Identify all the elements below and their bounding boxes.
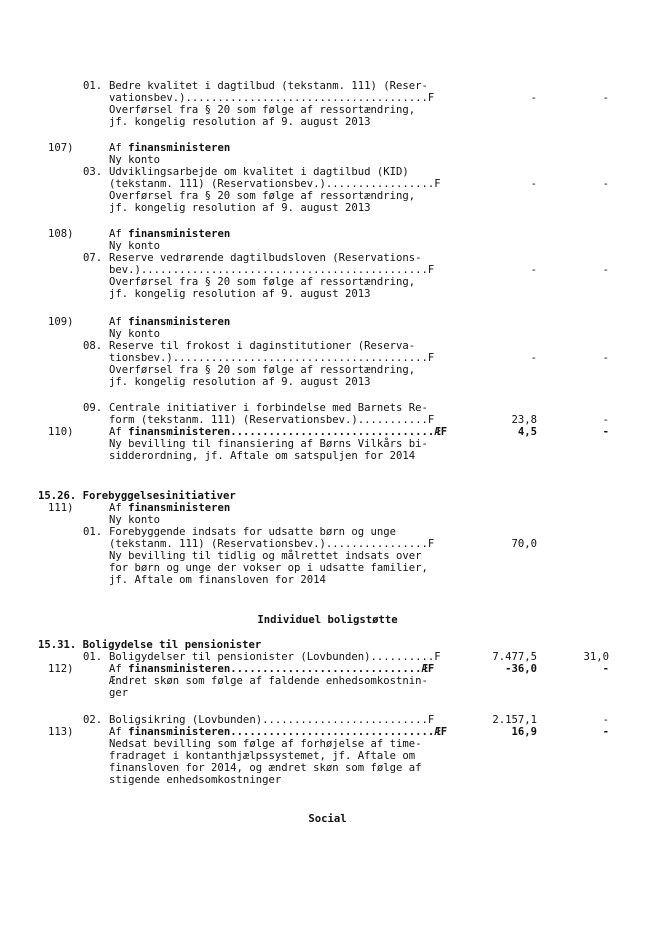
amount-col1: 7.477,5 — [492, 651, 537, 663]
ministry-line: Af finansministeren................................ÆF — [109, 426, 448, 438]
entry-text: Ændret skøn som følge af faldende enhedsomkostnin- — [109, 675, 428, 687]
entry-number: 01. — [83, 80, 103, 92]
entry-text: stigende enhedsomkostninger — [109, 774, 282, 786]
change-number: 110) — [48, 426, 74, 438]
group-heading: Social — [308, 813, 347, 825]
change-number: 109) — [48, 316, 74, 328]
entry-text: vationsbev.)......................................F — [109, 92, 435, 104]
ministry-name: finansministeren — [128, 502, 231, 514]
amount-col1: -36,0 — [505, 663, 537, 675]
ministry-name: finansministeren — [128, 426, 231, 438]
ministry-name: finansministeren — [128, 142, 231, 154]
entry-text: jf. kongelig resolution af 9. august 2013 — [109, 116, 371, 128]
amount-col2: - — [602, 264, 609, 276]
entry-text: Overførsel fra § 20 som følge af ressortændring, — [109, 364, 416, 376]
new-account-label: Ny konto — [109, 154, 161, 166]
entry-number: 08. — [83, 340, 103, 352]
entry-text: tionsbev.)........................................F — [109, 352, 435, 364]
entry-number: 09. — [83, 402, 103, 414]
ministry-line: Af finansministeren..............................ÆF — [109, 663, 435, 675]
amount-col1: - — [530, 178, 537, 190]
entry-text: Nedsat bevilling som følge af forhøjelse af time- — [109, 738, 422, 750]
entry-text: Boligsikring (Lovbunden)..........................F — [109, 714, 435, 726]
amount-col1: - — [530, 352, 537, 364]
entry-number: 01. — [83, 526, 103, 538]
entry-text: Forebyggende indsats for udsatte børn og unge — [109, 526, 397, 538]
entry-text: Ny bevilling til finansiering af Børns Vilkårs bi- — [109, 438, 428, 450]
ministry-name: finansministeren — [128, 316, 231, 328]
amount-col1: 70,0 — [511, 538, 537, 550]
entry-number: 03. — [83, 166, 103, 178]
amount-col1: 4,5 — [517, 426, 537, 438]
amount-col2: - — [602, 663, 609, 675]
entry-text: form (tekstanm. 111) (Reservationsbev.)...........F — [109, 414, 435, 426]
entry-text: Udviklingsarbejde om kvalitet i dagtilbud (KID) — [109, 166, 409, 178]
entry-text: fradraget i kontanthjælpssystemet, jf. Aftale om — [109, 750, 416, 762]
amount-col2: 31,0 — [583, 651, 609, 663]
amount-col2: - — [602, 414, 609, 426]
amount-col2: - — [602, 92, 609, 104]
change-number: 113) — [48, 726, 74, 738]
entry-text: Reserve vedrørende dagtilbudsloven (Reservations- — [109, 252, 422, 264]
entry-text: finansloven for 2014, og ændret skøn som følge af — [109, 762, 422, 774]
amount-col1: 2.157,1 — [492, 714, 537, 726]
change-number: 111) — [48, 502, 74, 514]
amount-col2: - — [602, 714, 609, 726]
entry-text: jf. kongelig resolution af 9. august 2013 — [109, 288, 371, 300]
ministry-line: Af finansministeren — [109, 502, 231, 514]
amount-col1: - — [530, 92, 537, 104]
amount-col2: - — [602, 352, 609, 364]
group-heading: Individuel boligstøtte — [257, 614, 398, 626]
entry-text: for børn og unge der vokser op i udsatte familier, — [109, 562, 428, 574]
entry-text: Overførsel fra § 20 som følge af ressortændring, — [109, 104, 416, 116]
ministry-line: Af finansministeren — [109, 142, 231, 154]
entry-text: Reserve til frokost i daginstitutioner (Reserva- — [109, 340, 416, 352]
entry-text: Overførsel fra § 20 som følge af ressortændring, — [109, 276, 416, 288]
entry-text: (tekstanm. 111) (Reservationsbev.)................F — [109, 538, 435, 550]
amount-col1: - — [530, 264, 537, 276]
change-number: 108) — [48, 228, 74, 240]
new-account-label: Ny konto — [109, 240, 161, 252]
entry-text: Bedre kvalitet i dagtilbud (tekstanm. 111) (Reser- — [109, 80, 428, 92]
entry-text: (tekstanm. 111) (Reservationsbev.).................F — [109, 178, 441, 190]
amount-col1: 16,9 — [511, 726, 537, 738]
ministry-line: Af finansministeren — [109, 316, 231, 328]
section-title: 15.26. Forebyggelsesinitiativer — [38, 490, 236, 502]
entry-text: Centrale initiativer i forbindelse med Barnets Re- — [109, 402, 428, 414]
entry-text: Overførsel fra § 20 som følge af ressortændring, — [109, 190, 416, 202]
amount-col2: - — [602, 726, 609, 738]
entry-text: Ny bevilling til tidlig og målrettet indsats over — [109, 550, 422, 562]
new-account-label: Ny konto — [109, 328, 161, 340]
entry-number: 02. — [83, 714, 103, 726]
entry-text: jf. kongelig resolution af 9. august 2013 — [109, 376, 371, 388]
ministry-name: finansministeren — [128, 663, 231, 675]
entry-text: bev.).............................................F — [109, 264, 435, 276]
amount-col2: - — [602, 426, 609, 438]
ministry-name: finansministeren — [128, 726, 231, 738]
ministry-line: Af finansministeren — [109, 228, 231, 240]
ministry-line: Af finansministeren................................ÆF — [109, 726, 448, 738]
ministry-name: finansministeren — [128, 228, 231, 240]
section-title: 15.31. Boligydelse til pensionister — [38, 639, 262, 651]
amount-col1: 23,8 — [511, 414, 537, 426]
change-number: 112) — [48, 663, 74, 675]
entry-text: sidderordning, jf. Aftale om satspuljen for 2014 — [109, 450, 416, 462]
entry-text: ger — [109, 687, 129, 699]
entry-text: jf. kongelig resolution af 9. august 2013 — [109, 202, 371, 214]
entry-number: 01. — [83, 651, 103, 663]
entry-number: 07. — [83, 252, 103, 264]
entry-text: jf. Aftale om finansloven for 2014 — [109, 574, 326, 586]
new-account-label: Ny konto — [109, 514, 161, 526]
amount-col2: - — [602, 178, 609, 190]
entry-text: Boligydelser til pensionister (Lovbunden)..........F — [109, 651, 441, 663]
change-number: 107) — [48, 142, 74, 154]
